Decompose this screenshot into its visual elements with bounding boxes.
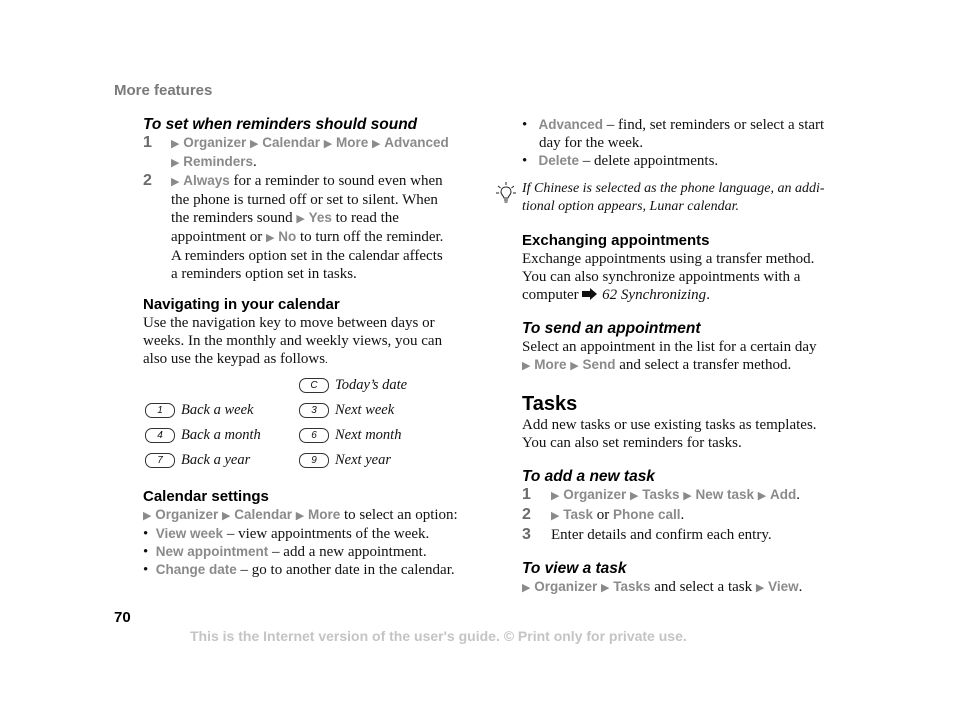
text: Add new tasks or use existing tasks as templates. — [522, 417, 817, 433]
step-number: 3 — [522, 526, 531, 543]
text: and select a transfer method. — [615, 357, 792, 373]
triangle-right-icon: ▶ — [323, 137, 333, 150]
menu-item: Delete — [538, 153, 580, 168]
menu-item: Advanced — [384, 135, 449, 150]
key-label: Back a month — [181, 427, 261, 443]
add-step3-text: Enter details and confirm each entry. — [551, 527, 772, 543]
text: – find, set reminders or select a start — [603, 117, 825, 133]
menu-item: Add — [769, 487, 797, 502]
text: If Chinese is selected as the phone language, an addi- — [522, 181, 825, 196]
step2-text — [171, 172, 491, 283]
triangle-right-icon: ▶ — [143, 509, 152, 522]
menu-item: View — [768, 579, 799, 594]
menu-item: Always — [183, 173, 230, 188]
punctuation: . — [253, 154, 257, 170]
triangle-right-icon: ▶ — [757, 489, 767, 502]
menu-item: Tasks — [613, 579, 651, 594]
text: a reminders option set in tasks. — [171, 266, 357, 282]
text: You can also synchronize appointments with a — [522, 269, 801, 285]
menu-item: Organizer — [155, 507, 219, 522]
text: or — [593, 507, 613, 523]
bullet: • — [522, 117, 528, 133]
text: the phone is turned off or set to silent. When — [171, 192, 438, 208]
triangle-right-icon: ▶ — [171, 175, 180, 188]
add-step2-path — [551, 506, 861, 525]
tasks-paragraph — [522, 416, 862, 452]
menu-item: New appointment — [155, 544, 269, 559]
menu-item: No — [278, 229, 297, 244]
text: the reminders sound — [171, 210, 297, 226]
text: tional option appears, Lunar calendar. — [522, 199, 740, 214]
text: weeks. In the monthly and weekly views, you can — [143, 333, 443, 349]
bullet: • — [143, 544, 149, 560]
triangle-right-icon: ▶ — [250, 137, 259, 150]
triangle-right-icon: ▶ — [683, 489, 692, 502]
add-task-heading: To add a new task — [522, 468, 655, 485]
menu-item: Organizer — [183, 135, 247, 150]
triangle-right-icon: ▶ — [570, 359, 579, 372]
text: also use the keypad as follows — [143, 351, 326, 367]
menu-item: Yes — [308, 210, 332, 225]
key-9-icon: 9 — [299, 453, 329, 468]
bullet: • — [522, 153, 528, 169]
key-row — [299, 427, 401, 444]
menu-item: Organizer — [534, 579, 598, 594]
key-label: Back a year — [181, 452, 251, 468]
triangle-right-icon: ▶ — [295, 509, 305, 522]
triangle-right-icon: ▶ — [371, 137, 381, 150]
triangle-right-icon: ▶ — [522, 581, 531, 594]
menu-item: More — [534, 357, 567, 372]
key-1-icon: 1 — [145, 403, 175, 418]
key-label: Next year — [335, 452, 391, 468]
exchanging-heading: Exchanging appointments — [522, 232, 710, 249]
key-c-icon: C — [299, 378, 329, 393]
triangle-right-icon: ▶ — [222, 509, 231, 522]
triangle-right-icon: ▶ — [551, 489, 560, 502]
key-4-icon: 4 — [145, 428, 175, 443]
text: for a reminder to sound even when — [229, 173, 443, 189]
bullet: • — [143, 562, 149, 578]
triangle-right-icon: ▶ — [551, 509, 560, 522]
options-list — [522, 116, 852, 170]
menu-item: Reminders — [183, 154, 253, 169]
calendar-settings-list — [143, 506, 488, 579]
key-label: Back a week — [181, 402, 254, 418]
key-3-icon: 3 — [299, 403, 329, 418]
tip-text — [522, 180, 857, 216]
triangle-right-icon: ▶ — [755, 581, 765, 594]
punctuation: . — [680, 507, 685, 523]
add-step1-path — [551, 486, 861, 505]
key-label: Next month — [335, 427, 402, 443]
key-6-icon: 6 — [299, 428, 329, 443]
menu-item: Send — [582, 357, 616, 372]
triangle-right-icon: ▶ — [601, 581, 610, 594]
lightbulb-icon — [496, 181, 516, 210]
reminders-heading: To set when reminders should sound — [143, 116, 418, 133]
text: A reminders option set in the calendar affects — [171, 248, 443, 264]
pointer-arrow-icon — [582, 287, 598, 305]
menu-item: More — [335, 135, 369, 150]
text: Exchange appointments using a transfer method. — [522, 251, 815, 267]
view-task-heading: To view a task — [522, 560, 627, 577]
text: day for the week. — [539, 135, 644, 151]
send-heading: To send an appointment — [522, 320, 701, 337]
step-number: 1 — [522, 486, 531, 503]
step1-path — [171, 134, 481, 172]
menu-item: Task — [563, 507, 593, 522]
calendar-settings-heading: Calendar settings — [143, 488, 269, 505]
exchanging-paragraph — [522, 250, 862, 305]
key-label: Next week — [335, 402, 395, 418]
menu-item: Calendar — [234, 507, 292, 522]
triangle-right-icon: ▶ — [265, 231, 275, 244]
step-number: 1 — [143, 134, 152, 151]
triangle-right-icon: ▶ — [296, 212, 305, 225]
key-label: Today’s date — [335, 377, 408, 393]
key-row — [299, 452, 391, 469]
text: – view appointments of the week. — [223, 526, 430, 542]
nav-paragraph — [143, 314, 483, 369]
menu-item: Advanced — [538, 117, 604, 132]
menu-item: Phone call — [613, 507, 681, 522]
view-task-path — [522, 578, 862, 597]
menu-item: Calendar — [262, 135, 320, 150]
key-row — [145, 427, 261, 444]
text: to turn off the reminder. — [296, 229, 444, 245]
text: computer — [522, 287, 583, 303]
triangle-right-icon: ▶ — [171, 156, 180, 169]
cross-reference[interactable]: 62 Synchronizing — [602, 287, 707, 303]
text: – go to another date in the calendar. — [236, 562, 455, 578]
section-title: More features — [114, 82, 213, 99]
bullet: • — [143, 526, 149, 542]
menu-item: View week — [155, 526, 224, 541]
nav-heading: Navigating in your calendar — [143, 296, 340, 313]
send-paragraph — [522, 338, 862, 375]
key-row — [145, 402, 253, 419]
menu-item: New task — [695, 487, 754, 502]
punctuation: . — [325, 354, 328, 366]
text: to select an option: — [340, 507, 458, 523]
key-row — [299, 377, 407, 394]
step-number: 2 — [522, 506, 531, 523]
footer-notice: This is the Internet version of the user's guide. © Print only for private use. — [190, 628, 687, 644]
page-number: 70 — [114, 609, 131, 626]
punctuation: . — [796, 487, 800, 503]
punctuation: . — [798, 579, 803, 595]
triangle-right-icon: ▶ — [522, 359, 531, 372]
text: appointment or — [171, 229, 266, 245]
step-number: 2 — [143, 172, 152, 189]
text: – add a new appointment. — [268, 544, 427, 560]
triangle-right-icon: ▶ — [630, 489, 639, 502]
menu-item: Change date — [155, 562, 237, 577]
text: You can also set reminders for tasks. — [522, 435, 742, 451]
punctuation: . — [706, 287, 710, 303]
text: to read the — [331, 210, 399, 226]
text: Use the navigation key to move between days or — [143, 315, 435, 331]
triangle-right-icon: ▶ — [171, 137, 180, 150]
key-7-icon: 7 — [145, 453, 175, 468]
text: and select a task — [650, 579, 756, 595]
text: – delete appointments. — [579, 153, 719, 169]
menu-item: More — [307, 507, 341, 522]
menu-item: Organizer — [563, 487, 627, 502]
key-row — [145, 452, 250, 469]
menu-item: Tasks — [642, 487, 680, 502]
text: Select an appointment in the list for a certain day — [522, 339, 817, 355]
key-row — [299, 402, 394, 419]
tasks-heading: Tasks — [522, 393, 578, 415]
